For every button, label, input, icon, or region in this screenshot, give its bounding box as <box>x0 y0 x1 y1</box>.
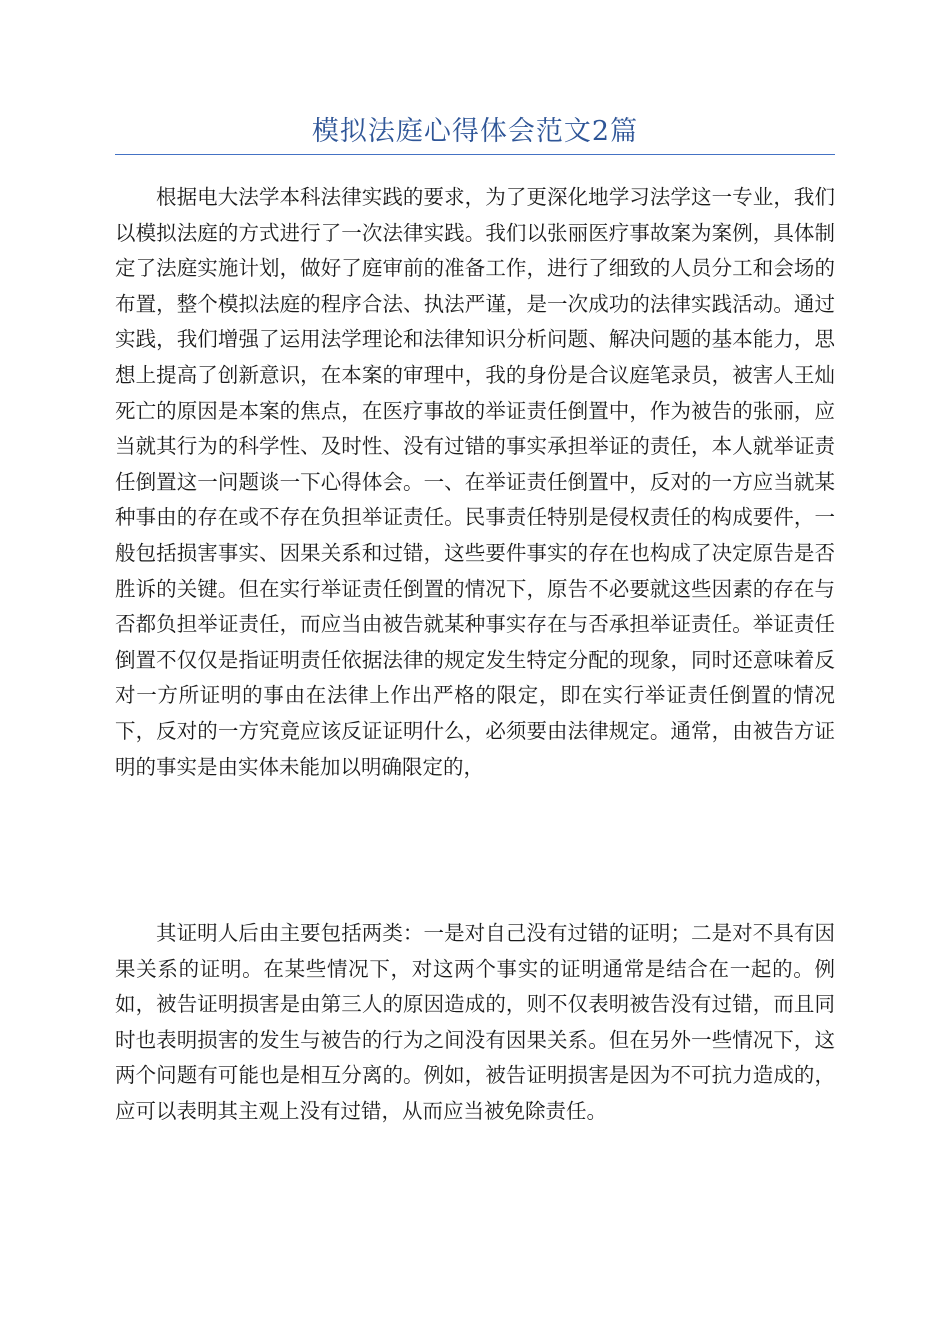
document-title: 模拟法庭心得体会范文2篇 <box>311 116 639 147</box>
paragraph-1: 根据电大法学本科法律实践的要求，为了更深化地学习法学这一专业，我们以模拟法庭的方式进行了一次法律实践。我们以张丽医疗事故案为案例，具体制定了法庭实施计划，做好了庭审前的准备工作，进行了细致的人员分工和会场的布置，整个模拟法庭的程序合法、执法严谨，是一次成功的法律实践活动。通过实践，我们增强了运用法学理论和法律知识分析问题、解决问题的基本能力，思想上提高了创新意识，在本案的审理中，我的身份是合议庭笔录员，被害人王灿死亡的原因是本案的焦点，在医疗事故的举证责任倒置中，作为被告的张丽，应当就其行为的科学性、及时性、没有过错的事实承担举证的责任，本人就举证责任倒置这一问题谈一下心得体会。一、在举证责任倒置中，反对的一方应当就某种事由的存在或不存在负担举证责任。民事责任特别是侵权责任的构成要件，一般包括损害事实、因果关系和过错，这些要件事实的存在也构成了决定原告是否胜诉的关键。但在实行举证责任倒置的情况下，原告不必要就这些因素的存在与否都负担举证责任，而应当由被告就某种事实存在与否承担举证责任。举证责任倒置不仅仅是指证明责任依据法律的规定发生特定分配的现象，同时还意味着反对一方所证明的事由在法律上作出严格的限定，即在实行举证责任倒置的情况下，反对的一方究竟应该反证证明什么，必须要由法律规定。通常，由被告方证明的事实是由实体未能加以明确限定的， <box>115 185 835 779</box>
paragraph-2: 其证明人后由主要包括两类：一是对自己没有过错的证明；二是对不具有因果关系的证明。在某些情况下，对这两个事实的证明通常是结合在一起的。例如，被告证明损害是由第三人的原因造成的，则不仅表明被告没有过错，而且同时也表明损害的发生与被告的行为之间没有因果关系。但在另外一些情况下，这两个问题有可能也是相互分离的。例如，被告证明损害是因为不可抗力造成的，应可以表明其主观上没有过错，从而应当被免除责任。 <box>115 921 835 1123</box>
title-underline <box>115 154 835 155</box>
